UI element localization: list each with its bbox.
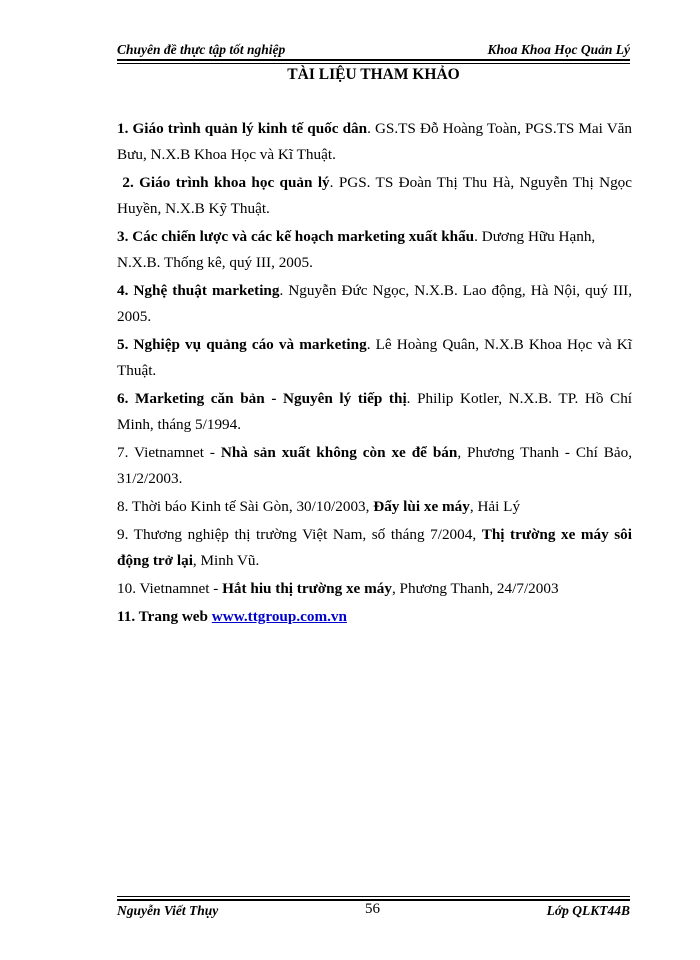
reference-number: 6. [117, 390, 129, 407]
reference-title: Giáo trình quản lý kinh tế quốc dân [132, 120, 368, 137]
reference-number: 5. [117, 336, 129, 353]
reference-source: 8. Thời báo Kinh tế Sài Gòn, 30/10/2003, [117, 498, 374, 515]
footer-author: Nguyễn Viết Thụy [117, 903, 219, 918]
reference-list [117, 116, 632, 630]
reference-details: , Hải Lý [469, 498, 521, 515]
reference-item-11 [117, 604, 632, 630]
reference-details: . Lê Hoàng Quân, N.X.B Khoa Học và Kĩ Thuật. [117, 336, 632, 379]
page-footer [117, 902, 630, 924]
reference-title: Hắt hiu thị trường xe máy [222, 580, 392, 597]
reference-source: 7. Vietnamnet - [117, 444, 221, 461]
header-right-text: Khoa Khoa Học Quản Lý [487, 42, 630, 57]
reference-source: 9. Thương nghiệp thị trường Việt Nam, số tháng 7/2004, [117, 526, 482, 543]
reference-title: Các chiến lược và các kế hoạch marketing xuất khẩu [132, 228, 475, 245]
reference-details: . Nguyễn Đức Ngọc, N.X.B. Lao động, Hà Nội, quý III, 2005. [117, 282, 633, 325]
reference-item-1 [117, 116, 632, 168]
reference-number: 4. [117, 282, 129, 299]
footer-class: Lớp QLKT44B [546, 903, 630, 918]
reference-title: Thị trường xe máy sôi động trở lại [117, 526, 632, 569]
reference-item-7 [117, 440, 632, 492]
reference-title: Marketing căn bản - Nguyên lý tiếp thị [135, 390, 407, 407]
reference-title: Nghiệp vụ quảng cáo và marketing [133, 336, 367, 353]
header-rule [117, 59, 630, 61]
page-number: 56 [365, 901, 380, 917]
reference-details: . PGS. TS Đoàn Thị Thu Hà, Nguyễn Thị Ngọc Huyền, N.X.B Kỹ Thuật. [117, 174, 632, 217]
reference-title: Nghệ thuật marketing [133, 282, 280, 299]
reference-item-3 [117, 224, 632, 276]
header-rule-thin [117, 63, 630, 64]
reference-title: Giáo trình khoa học quản lý [139, 174, 330, 191]
page-title: TÀI LIỆU THAM KHẢO [287, 66, 460, 83]
header-left-text: Chuyên đề thực tập tốt nghiệp [117, 42, 286, 57]
reference-number: 3. [117, 228, 129, 245]
footer-rule-thin [117, 896, 630, 897]
reference-details: . Philip Kotler, N.X.B. TP. Hồ Chí Minh, tháng 5/1994. [117, 390, 633, 433]
reference-item-5 [117, 332, 632, 384]
reference-number: 2. [122, 174, 134, 191]
reference-source: 10. Vietnamnet - [117, 580, 223, 597]
reference-item-2 [117, 170, 632, 222]
reference-number: 1. [117, 120, 129, 137]
reference-title: Nhà sản xuất không còn xe để bán [220, 444, 458, 461]
reference-item-9 [117, 522, 632, 574]
reference-item-6 [117, 386, 632, 438]
reference-title: Đẩy lùi xe máy [373, 498, 470, 515]
reference-details: . GS.TS Đỗ Hoàng Toàn, PGS.TS Mai Văn Bưu, N.X.B Khoa Học và Kĩ Thuật. [117, 120, 633, 163]
reference-item-4 [117, 278, 632, 330]
reference-details: , Phương Thanh, 24/7/2003 [391, 580, 559, 597]
reference-item-10 [117, 576, 632, 602]
reference-item-8 [117, 494, 632, 520]
reference-source: 11. Trang web [117, 608, 212, 625]
reference-details: . Dương Hữu Hạnh, N.X.B. Thống kê, quý III, 2005. [117, 228, 596, 271]
reference-details: , Minh Vũ. [192, 552, 260, 569]
website-link[interactable]: www.ttgroup.com.vn [211, 608, 347, 625]
reference-details: , Phương Thanh - Chí Bảo, 31/2/2003. [117, 444, 632, 487]
